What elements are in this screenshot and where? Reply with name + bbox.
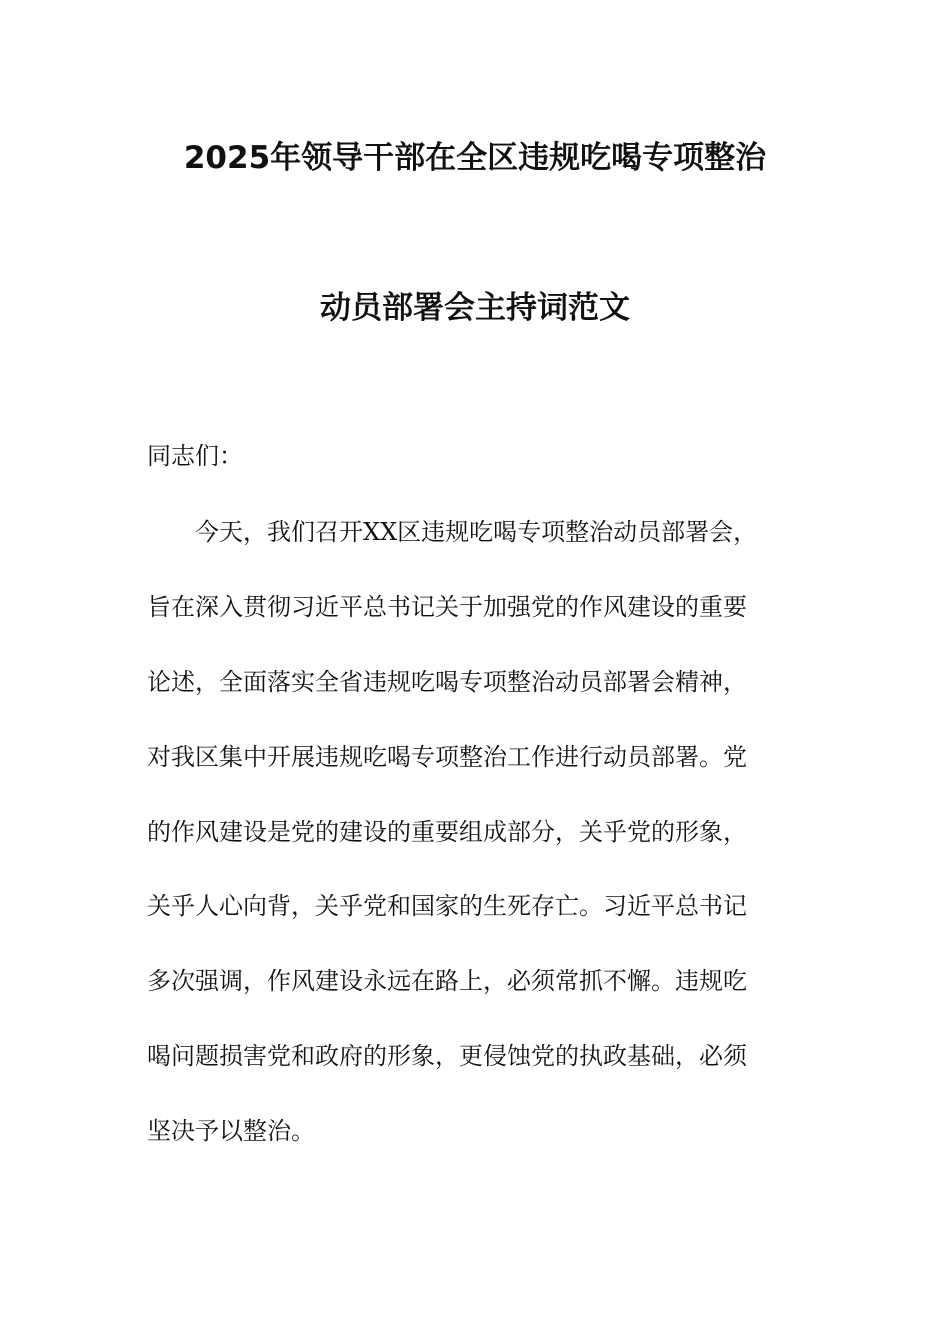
document-title-line-2: 动员部署会主持词范文 — [320, 290, 630, 326]
paragraph-line: 今天，我们召开XX区违规吃喝专项整治动员部署会， — [195, 518, 758, 546]
salutation: 同志们： — [147, 442, 243, 470]
paragraph-line: 多次强调，作风建设永远在路上，必须常抓不懈。违规吃 — [147, 967, 747, 995]
paragraph-line: 关乎人心向背，关乎党和国家的生死存亡。习近平总书记 — [147, 892, 747, 920]
paragraph-line: 坚决予以整治。 — [147, 1117, 315, 1145]
paragraph-line: 旨在深入贯彻习近平总书记关于加强党的作风建设的重要 — [147, 593, 747, 621]
paragraph-line: 的作风建设是党的建设的重要组成部分，关乎党的形象， — [147, 818, 747, 846]
document-title-line-1: 2025年领导干部在全区违规吃喝专项整治 — [183, 140, 767, 176]
paragraph-line: 喝问题损害党和政府的形象，更侵蚀党的执政基础，必须 — [147, 1042, 747, 1070]
paragraph-line: 论述，全面落实全省违规吃喝专项整治动员部署会精神， — [147, 668, 747, 696]
paragraph-line: 对我区集中开展违规吃喝专项整治工作进行动员部署。党 — [147, 743, 747, 771]
